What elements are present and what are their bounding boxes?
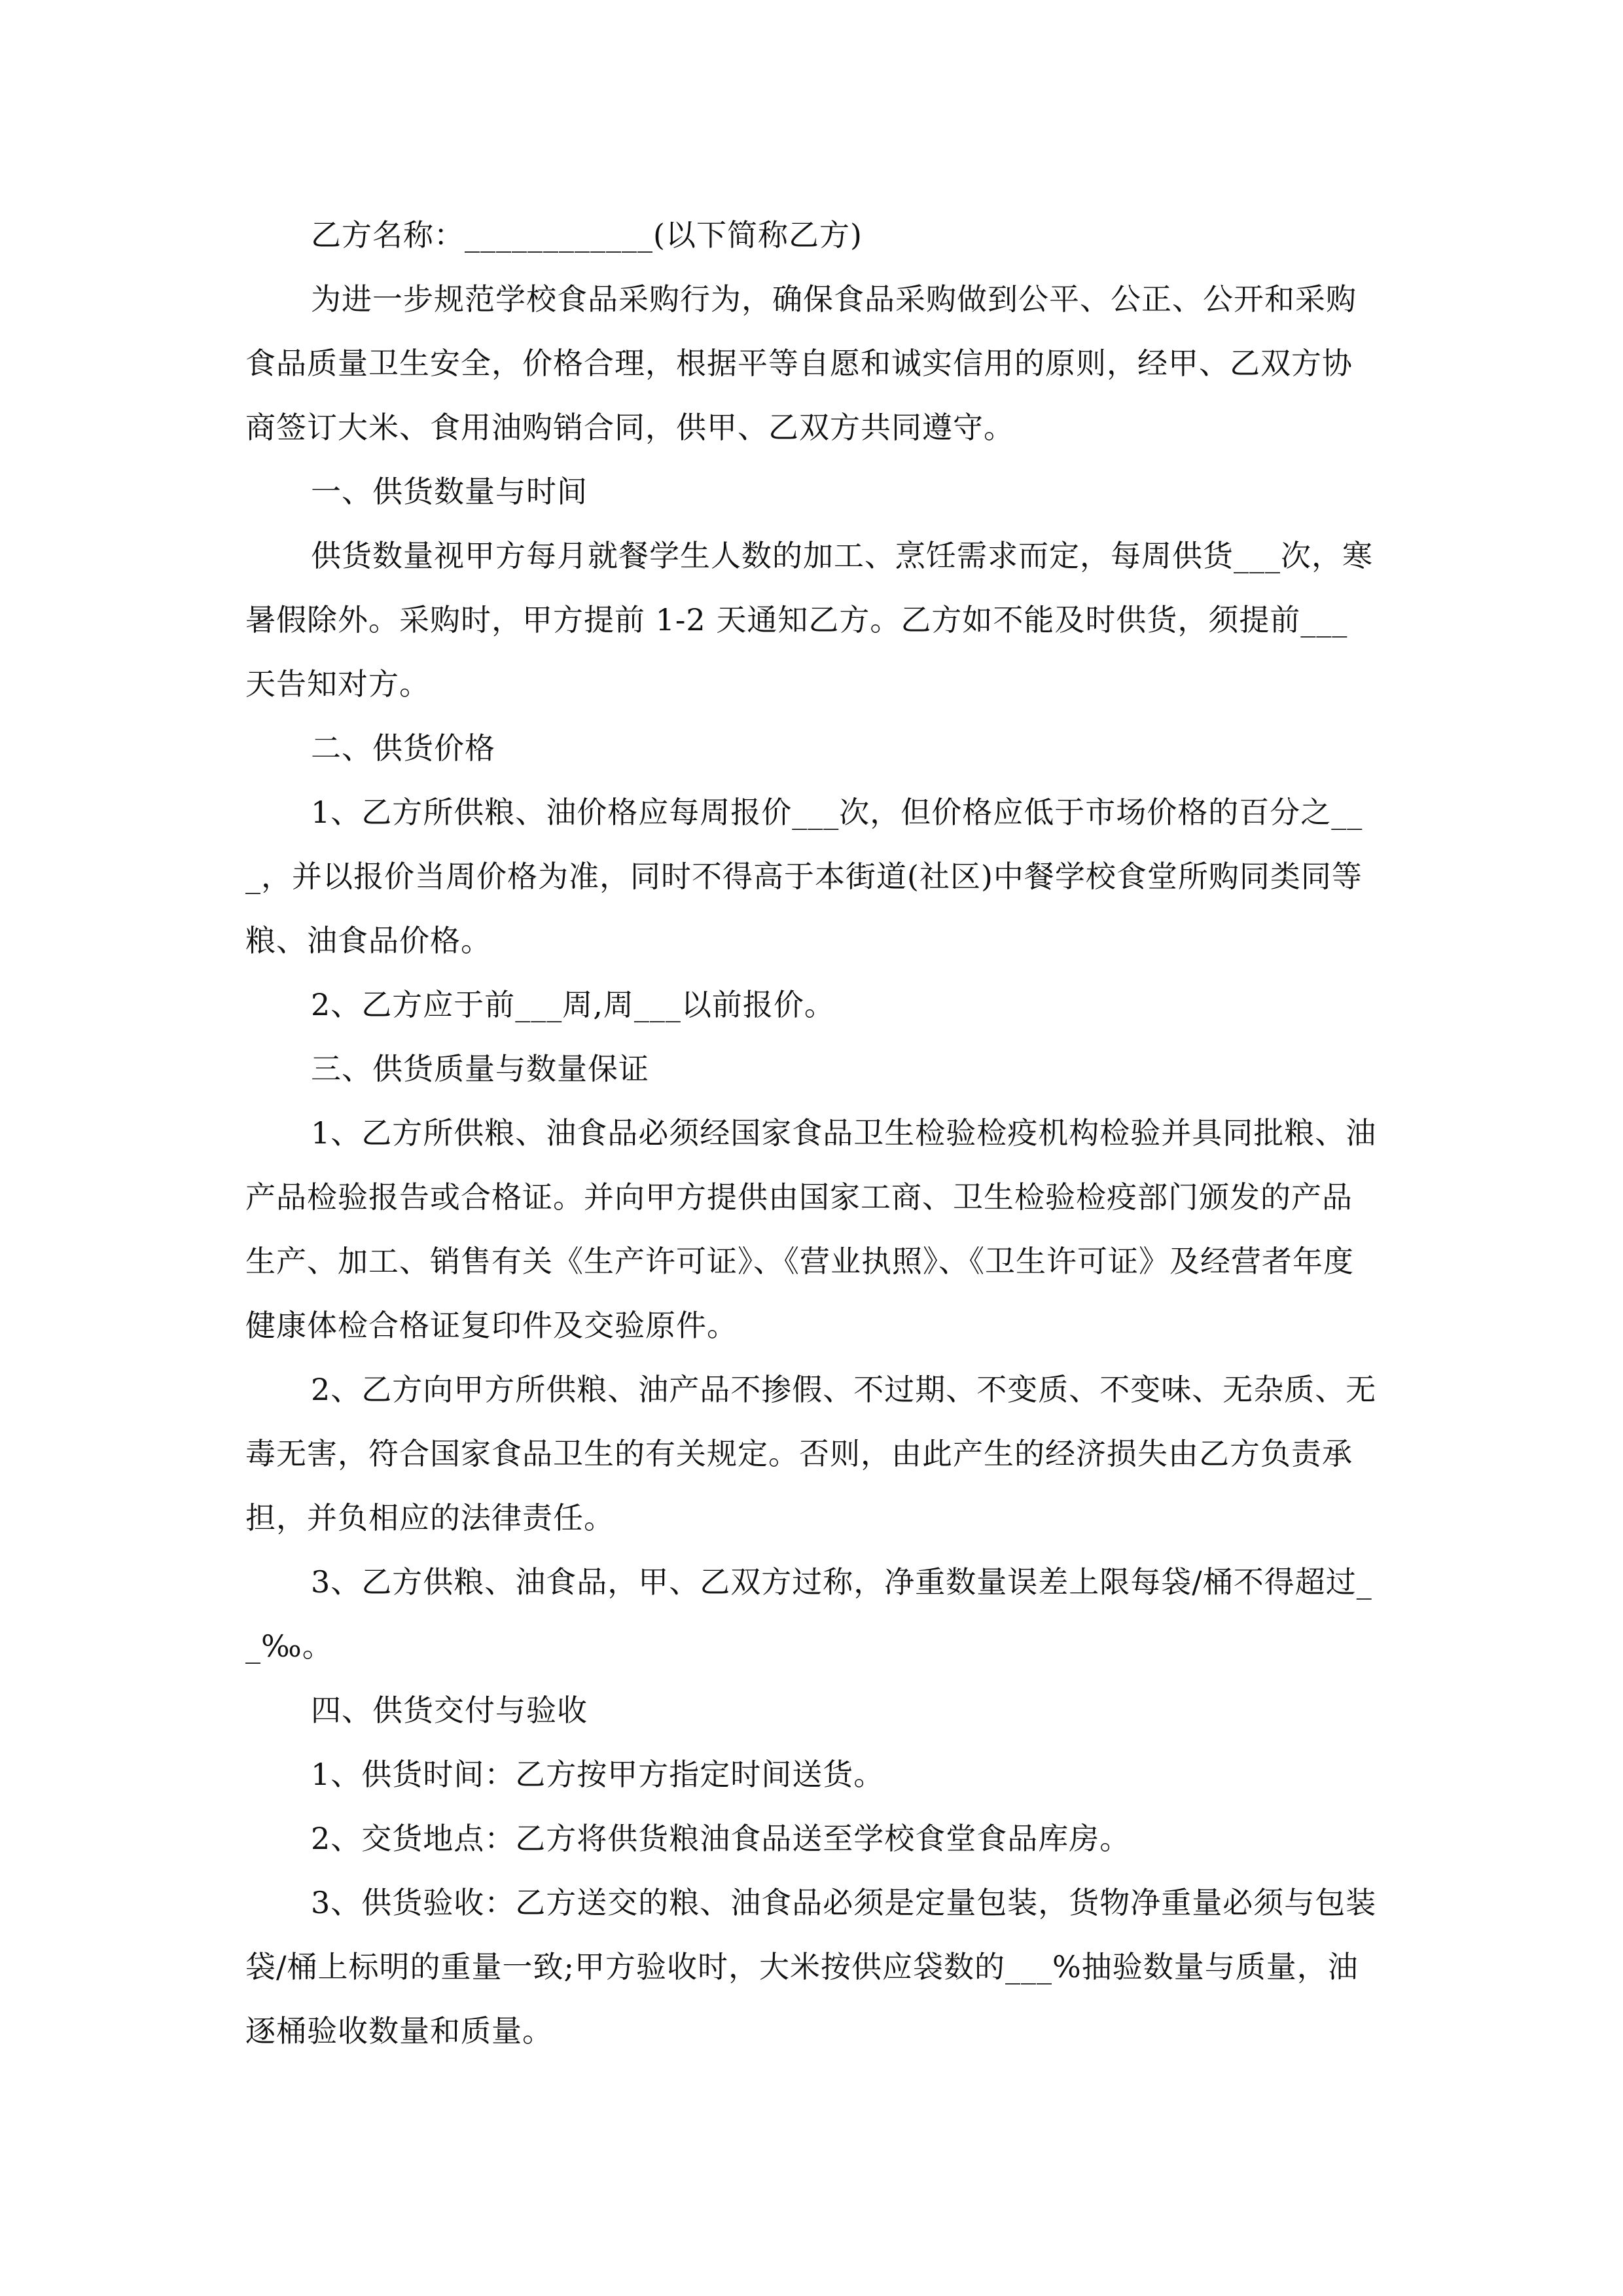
section-3-paragraph-3: 3、乙方供粮、油食品，甲、乙双方过称，净重数量误差上限每袋/桶不得超过__‰。 bbox=[245, 1564, 1372, 1664]
section-2-title: 二、供货价格 bbox=[311, 730, 495, 766]
section-1-title: 一、供货数量与时间 bbox=[311, 474, 588, 509]
section-1-paragraph-1: 供货数量视甲方每月就餐学生人数的加工、烹饪需求而定，每周供货___次，寒暑假除外。采购时，甲方提前 1-2 天通知乙方。乙方如不能及时供货，须提前___天告知对方。 bbox=[245, 538, 1373, 702]
intro-paragraph: 为进一步规范学校食品采购行为，确保食品采购做到公平、公正、公开和采购食品质量卫生安全，价格合理，根据平等自愿和诚实信用的原则，经甲、乙双方协商签订大米、食用油购销合同，供甲、乙双方共同遵守。 bbox=[245, 281, 1357, 445]
section-4-paragraph-2: 2、交货地点：乙方将供货粮油食品送至学校食堂食品库房。 bbox=[311, 1821, 1131, 1856]
section-4-paragraph-1: 1、供货时间：乙方按甲方指定时间送货。 bbox=[311, 1757, 885, 1792]
section-2-paragraph-2: 2、乙方应于前___周,周___以前报价。 bbox=[311, 987, 835, 1022]
section-4-title: 四、供货交付与验收 bbox=[311, 1693, 588, 1728]
section-3-paragraph-1: 1、乙方所供粮、油食品必须经国家食品卫生检验检疫机构检验并具同批粮、油产品检验报告或合格证。并向甲方提供由国家工商、卫生检验检疫部门颁发的产品生产、加工、销售有关《生产许可证》、《营业执照》、《卫生许可证》及经营者年度健康体检合格证复印件及交验原件。 bbox=[245, 1115, 1377, 1343]
section-4-paragraph-3: 3、供货验收：乙方送交的粮、油食品必须是定量包装，货物净重量必须与包装袋/桶上标明的重量一致;甲方验收时，大米按供应袋数的___%抽验数量与质量，油逐桶验收数量和质量。 bbox=[245, 1885, 1377, 2049]
section-3-paragraph-2: 2、乙方向甲方所供粮、油产品不掺假、不过期、不变质、不变味、无杂质、无毒无害，符合国家食品卫生的有关规定。否则，由此产生的经济损失由乙方负责承担，并负相应的法律责任。 bbox=[245, 1372, 1377, 1535]
party-b-line: 乙方名称：____________(以下简称乙方) bbox=[311, 217, 863, 253]
section-3-title: 三、供货质量与数量保证 bbox=[311, 1051, 649, 1086]
section-2-paragraph-1: 1、乙方所供粮、油价格应每周报价___次，但价格应低于市场价格的百分之___，并以报价当周价格为准，同时不得高于本街道(社区)中餐学校食堂所购同类同等粮、油食品价格。 bbox=[245, 795, 1363, 958]
document-body bbox=[245, 203, 1378, 2063]
